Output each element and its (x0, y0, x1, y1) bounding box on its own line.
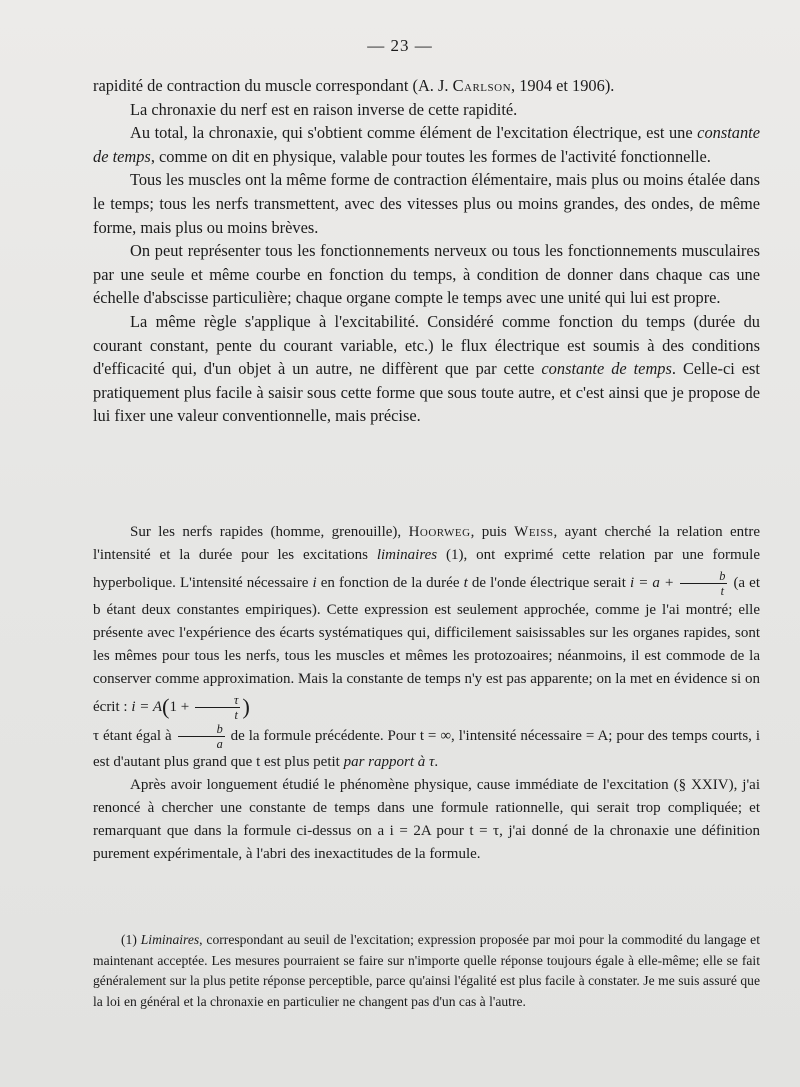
paragraph-chronaxie-nerf: La chronaxie du nerf est en raison inverse de cette rapidité. (130, 99, 518, 119)
author-name: Carlson (452, 76, 512, 95)
footnote-paragraph (93, 930, 760, 1012)
text-span: Au total, la chronaxie, qui s'obtient comme élément de l'excitation électrique, est une (130, 123, 698, 143)
emphasis: constante de temps (93, 123, 760, 166)
variable: i (312, 575, 317, 591)
paragraph-muscles: Tous les muscles ont la même forme de contraction élémentaire, mais plus ou moins étalée dans le temps; tous les nerfs transmettent, avec des vitesses plus ou moins grandes, des ondes, de même forme, mais plus ou moins brèves. (93, 170, 760, 237)
text-span: de la formule précédente. Pour t = ∞, l'intensité nécessaire = A; pour des temps courts, i est d'autant plus grand que t est plus petit (93, 728, 761, 770)
text-span: , 1904 et 1906). (511, 76, 615, 95)
text-span: rapidité de contraction du muscle correspondant (A. J. (93, 76, 453, 95)
author-name: Hoorweg (408, 524, 471, 540)
variable: t (463, 575, 468, 591)
footnote-marker: (1) (121, 932, 141, 947)
text-span: La même règle s'applique à l'excitabilité. Considéré comme fonction du temps (durée du courant constant, pente du courant variable, etc.) le flux électrique est soumis à des conditions d'efficacité qui, d'un objet à un autre, ne diffèrent que par cette (93, 311, 760, 379)
formula-time-constant (131, 692, 250, 723)
formula-text: 1 + (169, 699, 193, 715)
fraction-numerator: τ (195, 694, 240, 708)
fraction (178, 723, 225, 751)
fraction (680, 570, 727, 598)
formula-text: i = a + (629, 575, 679, 591)
text-span: en fonction de la durée (316, 575, 464, 591)
text-span: τ étant égal à (93, 728, 176, 745)
text-span: (a et b étant deux constantes empiriques). Cette expression est seulement approchée, comme je l'ai montré; elle présente avec l'expérience des écarts systématiques qui, difficilement saisissables sur les organes rapides, sont les mêmes pour tous les nerfs, tous les muscles et mêmes les protozoaires; néanmoins, il est commode de la conserver comme approximation. Mais la constante de temps n'y est pas apparente; on la met en évidence si on écrit : (93, 575, 761, 715)
text-span: , comme on dit en physique, valable pour toutes les formes de l'activité fonctionnelle. (150, 146, 711, 166)
fraction-denominator: a (216, 737, 223, 752)
footnote (93, 930, 760, 1012)
fraction-numerator: b (680, 570, 727, 584)
paragraph-excitabilite (93, 310, 760, 428)
text-span: de l'onde électrique serait (467, 575, 630, 591)
paragraph-carlson (93, 74, 760, 98)
emphasis: par rapport à τ (343, 753, 435, 770)
formula-text: i = A (131, 699, 163, 715)
text-span: (1), ont exprimé cette relation par une formule hyperbolique. L'intensité nécessaire (93, 547, 761, 591)
paragraph-au-total (93, 121, 760, 168)
text-span: Sur les nerfs rapides (homme, grenouille), (130, 524, 409, 540)
emphasis: constante de temps (541, 359, 672, 379)
emphasis: Liminaires (140, 932, 200, 947)
author-name: Weiss (514, 524, 554, 540)
text-span: , ayant cherché la relation entre l'intensité et la durée pour les excitations (93, 524, 760, 563)
fraction (195, 694, 240, 722)
fraction-numerator: b (178, 723, 225, 737)
small-print-section (93, 521, 760, 866)
fraction-denominator: t (234, 708, 238, 723)
paren-close: ) (242, 694, 250, 719)
emphasis: liminaires (376, 547, 438, 563)
paren-open: ( (162, 694, 170, 719)
paragraph-apres-avoir: Après avoir longuement étudié le phénomène physique, cause immédiate de l'excitation (§ XXIV), j'ai renoncé à chercher une constante de temps dans une formule rationnelle, qui serait trop compliquée; et remarquant que dans la formule ci-dessus on a i = 2A pour t = τ, j'ai donné de la chronaxie une définition purement expérimentale, à l'abri des inexactitudes de la formule. (93, 776, 760, 862)
formula-hyperbolic (629, 568, 729, 599)
text-span: , correspondant au seuil de l'excitation; expression proposée par moi pour la commodité du langage et maintenant acceptée. Les mesures pourraient se faire sur n'importe quelle réponse toujours égale à elle-même; elle se fait généralement sur la plus petite réponse perceptible, parce qu'ainsi l'égalité est plus facile à constater. Je me suis assuré que la loi en général et la chronaxie en particulier ne changent pas d'un cas à l'autre. (93, 932, 760, 1009)
page-number: — 23 — (367, 36, 433, 55)
paragraph-representer: On peut représenter tous les fonctionnements nerveux ou tous les fonctionnements musculaires par une seule et même courbe en fonction du temps, à condition de donner dans chaque cas une échelle d'abscisse particulière; chaque organe compte le temps avec une unité qui lui est propre. (93, 241, 760, 308)
text-span: . Celle-ci est pratiquement plus facile à saisir sous cette forme que sous toute autre, et c'est ainsi que je propose de lui fixer une valeur conventionnelle, mais précise. (93, 359, 760, 426)
text-span: , puis (470, 524, 515, 540)
main-text-body (93, 74, 760, 428)
fraction-denominator: t (720, 584, 724, 599)
paragraph-formula (93, 521, 760, 774)
text-span: . (434, 753, 439, 770)
